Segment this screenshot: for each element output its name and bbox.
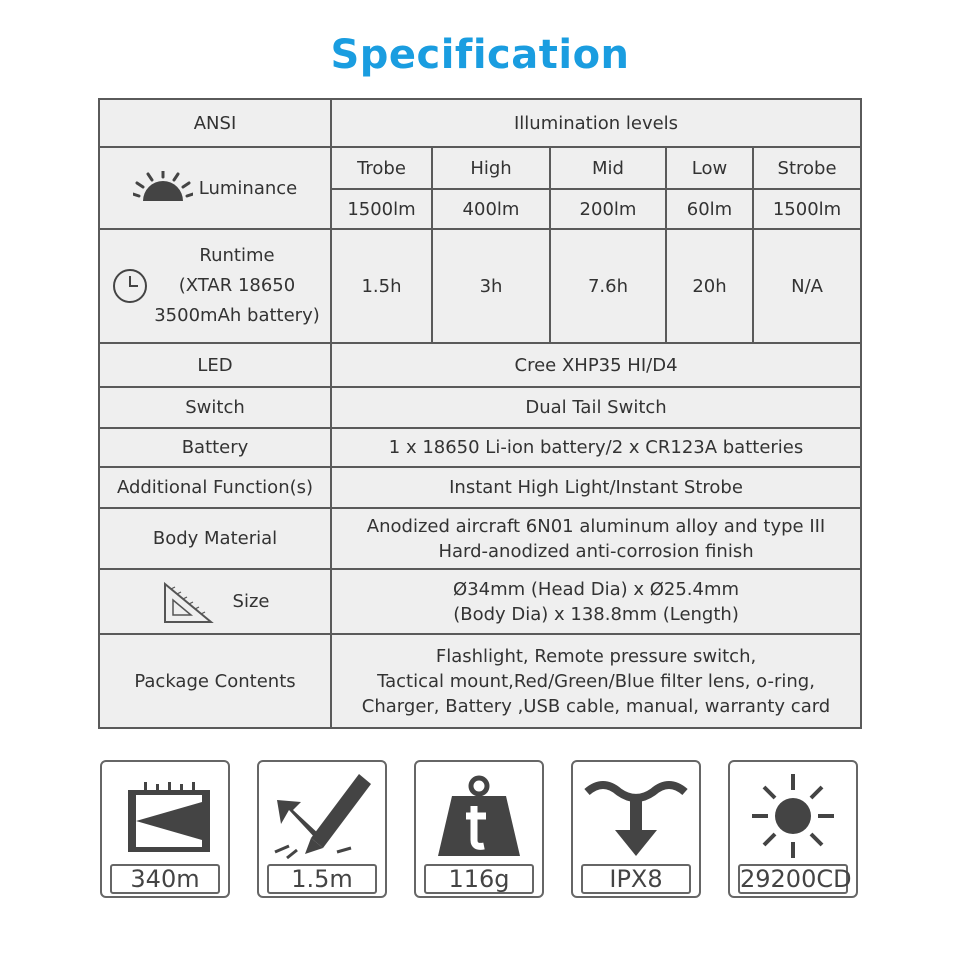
body-material-value: Anodized aircraft 6N01 aluminum alloy and type III Hard-anodized anti-corrosion finish xyxy=(331,508,861,569)
size-cell xyxy=(99,569,331,634)
page-title: Specification xyxy=(330,32,630,78)
luminance-icon xyxy=(133,171,193,205)
luminance-label: Luminance xyxy=(198,177,298,199)
ansi-label: ANSI xyxy=(99,99,331,147)
switch-label: Switch xyxy=(99,387,331,428)
switch-value: Dual Tail Switch xyxy=(331,387,861,428)
weight-value: 116g xyxy=(424,864,534,894)
badge-beam-distance xyxy=(100,760,230,898)
feature-badges xyxy=(100,760,860,900)
runtime-trobe: 1.5h xyxy=(331,229,432,343)
mode-low: Low xyxy=(666,147,753,189)
lumens-low: 60lm xyxy=(666,189,753,229)
table-row xyxy=(99,147,861,189)
clock-icon xyxy=(110,266,150,306)
table-row xyxy=(99,467,861,508)
additional-function-value: Instant High Light/Instant Strobe xyxy=(331,467,861,508)
spec-table xyxy=(98,98,862,729)
package-contents-value: Flashlight, Remote pressure switch, Tactical mount,Red/Green/Blue filter lens, o-ring, Charger, Battery ,USB cable, manual, warranty card xyxy=(331,634,861,728)
weight-icon xyxy=(424,770,534,860)
led-label: LED xyxy=(99,343,331,387)
size-value: Ø34mm (Head Dia) x Ø25.4mm (Body Dia) x 138.8mm (Length) xyxy=(331,569,861,634)
mode-trobe: Trobe xyxy=(331,147,432,189)
mode-high: High xyxy=(432,147,550,189)
waterproof-icon xyxy=(581,770,691,860)
mode-strobe: Strobe xyxy=(753,147,861,189)
lumens-trobe: 1500lm xyxy=(331,189,432,229)
ruler-triangle-icon xyxy=(161,578,215,626)
runtime-low: 20h xyxy=(666,229,753,343)
beam-distance-value: 340m xyxy=(110,864,220,894)
waterproof-value: IPX8 xyxy=(581,864,691,894)
battery-value: 1 x 18650 Li-ion battery/2 x CR123A batteries xyxy=(331,428,861,467)
lumens-high: 400lm xyxy=(432,189,550,229)
luminance-cell xyxy=(99,147,331,229)
impact-resistance-value: 1.5m xyxy=(267,864,377,894)
mode-mid: Mid xyxy=(550,147,666,189)
intensity-value: 29200CD xyxy=(740,865,852,893)
table-row xyxy=(99,508,861,569)
table-row xyxy=(99,343,861,387)
badge-weight xyxy=(414,760,544,898)
impact-resistance-icon xyxy=(267,770,377,860)
beam-distance-icon xyxy=(110,770,220,860)
runtime-high: 3h xyxy=(432,229,550,343)
illumination-header: Illumination levels xyxy=(331,99,861,147)
runtime-mid: 7.6h xyxy=(550,229,666,343)
additional-function-label: Additional Function(s) xyxy=(99,467,331,508)
runtime-label: Runtime xyxy=(199,245,275,266)
table-row xyxy=(99,428,861,467)
badge-intensity xyxy=(728,760,858,898)
badge-impact-resistance xyxy=(257,760,387,898)
battery-label: Battery xyxy=(99,428,331,467)
package-contents-label: Package Contents xyxy=(99,634,331,728)
size-label: Size xyxy=(232,591,270,612)
runtime-strobe: N/A xyxy=(753,229,861,343)
table-row xyxy=(99,569,861,634)
lumens-mid: 200lm xyxy=(550,189,666,229)
body-material-label: Body Material xyxy=(99,508,331,569)
table-row xyxy=(99,387,861,428)
runtime-battery-line1: (XTAR 18650 xyxy=(178,275,296,296)
intensity-sun-icon xyxy=(738,770,848,860)
table-row xyxy=(99,99,861,147)
lumens-strobe: 1500lm xyxy=(753,189,861,229)
runtime-battery-line2: 3500mAh battery) xyxy=(154,305,320,326)
table-row xyxy=(99,229,861,343)
runtime-cell xyxy=(99,229,331,343)
badge-waterproof xyxy=(571,760,701,898)
led-value: Cree XHP35 HI/D4 xyxy=(331,343,861,387)
table-row xyxy=(99,634,861,728)
